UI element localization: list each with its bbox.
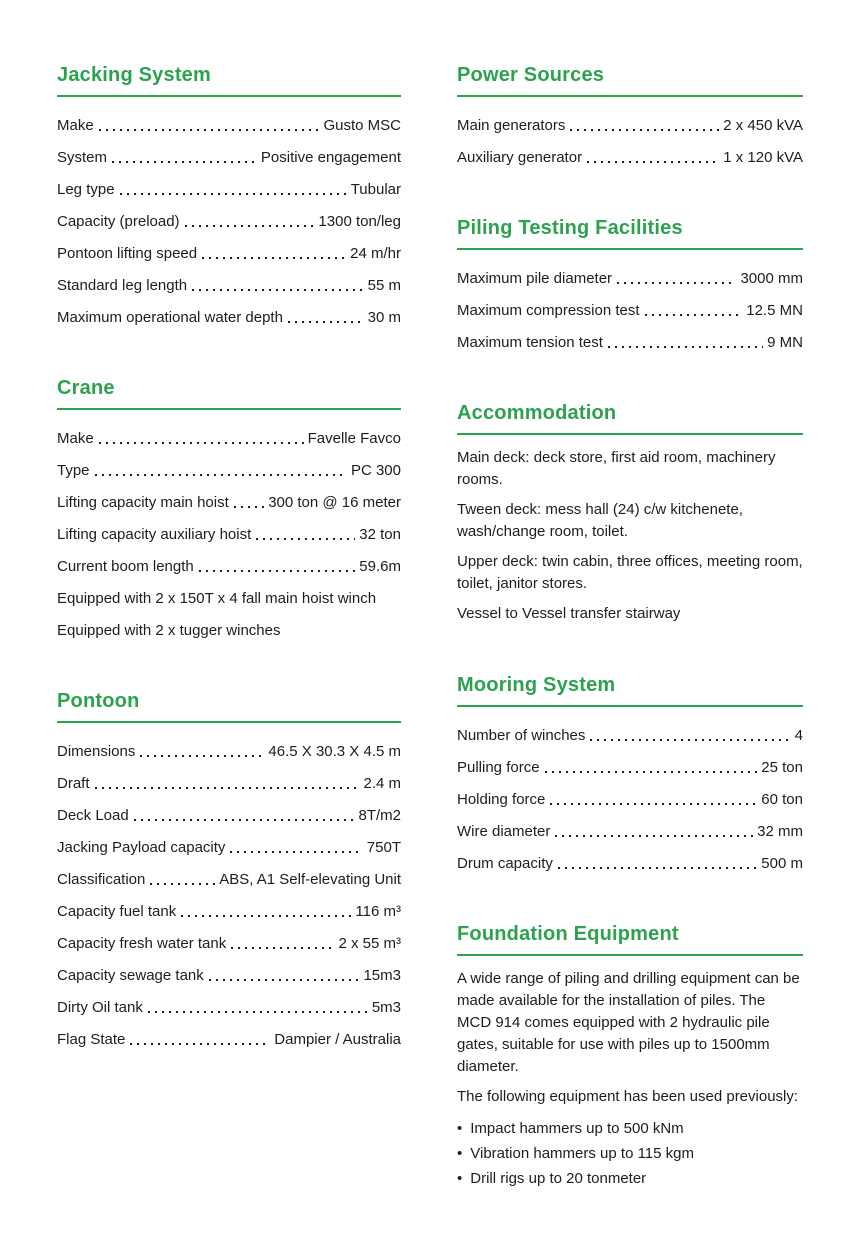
paragraph: Tween deck: mess hall (24) c/w kitchenete, wash/change room, toilet. [457,501,743,540]
section-divider [57,721,401,723]
dot-leader [587,161,719,163]
spec-value: 1 x 120 kVA [723,149,803,166]
dot-leader [148,1011,368,1013]
spec-value: Tubular [350,181,401,198]
dot-leader [185,225,315,227]
dot-leader [95,474,347,476]
spec-label: Capacity fuel tank [57,903,177,920]
spec-rows [57,104,401,328]
section-divider [457,248,803,250]
spec-row-jacking-system-1 [57,136,401,168]
bullet-list [457,1116,803,1191]
spec-label: Flag State [57,1031,126,1048]
spec-value: 3000 mm [740,270,803,287]
spec-label: Capacity (preload) [57,213,180,230]
paragraph: A wide range of piling and drilling equipment can be made available for the installation of piles. The MCD 914 comes equipped with 2 hydraulic pile gates, suitable for use with piles up to 1500mm diameter. [457,970,800,1075]
spec-row-jacking-system-6 [57,296,401,328]
spec-row-crane-1 [57,449,401,481]
spec-row-jacking-system-3 [57,200,401,232]
section-divider [57,408,401,410]
spec-row-pontoon-0 [57,730,401,762]
section-mooring-system [457,673,803,874]
spec-value: 12.5 MN [746,302,803,319]
spec-label: Drum capacity [457,855,553,872]
dot-leader [199,570,356,572]
spec-label: Equipped with 2 x 150T x 4 fall main hoist winch [57,590,377,607]
spec-row-pontoon-1 [57,762,401,794]
dot-leader [130,1043,270,1045]
dot-leader [555,835,753,837]
spec-value: 25 ton [761,759,803,776]
paragraph: Vessel to Vessel transfer stairway [457,605,681,622]
section-divider [457,95,803,97]
spec-value: PC 300 [350,462,401,479]
dot-leader [99,129,320,131]
spec-value: 46.5 X 30.3 X 4.5 m [268,743,401,760]
spec-rows [57,730,401,1050]
spec-row-mooring-system-1 [457,746,803,778]
spec-row-piling-testing-facilities-0 [457,257,803,289]
dot-leader [202,257,346,259]
section-title-power-sources: Power Sources [457,64,605,86]
section-power-sources [457,63,803,168]
dot-leader [234,506,264,508]
section-jacking-system [57,63,401,328]
dot-leader [140,755,264,757]
spec-row-crane-5 [57,577,401,609]
spec-value: 59.6m [359,558,401,575]
paragraph: Main deck: deck store, first aid room, machinery rooms. [457,449,776,488]
spec-row-mooring-system-3 [457,810,803,842]
section-divider [457,433,803,435]
section-title-foundation-equipment: Foundation Equipment [457,923,679,945]
spec-row-piling-testing-facilities-2 [457,321,803,353]
spec-label: Maximum compression test [457,302,640,319]
dot-leader [645,314,743,316]
spec-label: Equipped with 2 x tugger winches [57,622,281,639]
dot-leader [590,739,790,741]
spec-row-jacking-system-5 [57,264,401,296]
spec-row-mooring-system-0 [457,714,803,746]
spec-value: 32 ton [359,526,401,543]
spec-value: Favelle Favco [307,430,401,447]
bullet-item [457,1141,803,1166]
spec-row-pontoon-4 [57,858,401,890]
dot-leader [550,803,757,805]
paragraphs [457,447,803,625]
spec-label: Lifting capacity main hoist [57,494,229,511]
spec-row-jacking-system-4 [57,232,401,264]
dot-leader [256,538,355,540]
spec-rows [457,257,803,353]
spec-value: 500 m [761,855,803,872]
dot-leader [617,282,736,284]
section-title-jacking-system: Jacking System [57,64,211,86]
spec-label: Maximum tension test [457,334,603,351]
spec-value: 4 [794,727,803,744]
section-pontoon [57,689,401,1050]
spec-row-pontoon-9 [57,1018,401,1050]
spec-value: 5m3 [371,999,401,1016]
section-crane [57,376,401,641]
dot-leader [181,915,351,917]
dot-leader [230,851,362,853]
spec-label: Capacity sewage tank [57,967,204,984]
section-title-crane: Crane [57,377,115,399]
dot-leader [95,787,360,789]
dot-leader [288,321,364,323]
section-title-piling-testing-facilities: Piling Testing Facilities [457,217,683,239]
spec-row-pontoon-7 [57,954,401,986]
spec-value: 24 m/hr [350,245,401,262]
spec-label: Maximum pile diameter [457,270,613,287]
dot-leader [150,883,215,885]
section-title-pontoon: Pontoon [57,690,140,712]
spec-label: Current boom length [57,558,194,575]
spec-value: 300 ton @ 16 meter [268,494,401,511]
bullet-item [457,1166,803,1191]
spec-label: Capacity fresh water tank [57,935,227,952]
dot-leader [608,346,763,348]
spec-value: 30 m [367,309,401,326]
spec-label: Number of winches [457,727,586,744]
spec-row-pontoon-3 [57,826,401,858]
spec-value: 55 m [367,277,401,294]
spec-label: Main generators [457,117,566,134]
paragraph: The following equipment has been used previously: [457,1088,799,1105]
section-divider [457,705,803,707]
spec-rows [457,104,803,168]
spec-value: 8T/m2 [358,807,401,824]
spec-label: Type [57,462,90,479]
spec-row-crane-6 [57,609,401,641]
dot-leader [99,442,304,444]
spec-value: 9 MN [767,334,803,351]
left-column [57,63,401,1098]
spec-row-crane-3 [57,513,401,545]
dot-leader [558,867,757,869]
dot-leader [209,979,360,981]
spec-label: Leg type [57,181,115,198]
dot-leader [134,819,355,821]
spec-rows [57,417,401,641]
spec-row-power-sources-0 [457,104,803,136]
spec-value: Gusto MSC [323,117,401,134]
spec-row-crane-0 [57,417,401,449]
spec-row-pontoon-2 [57,794,401,826]
spec-value: Dampier / Australia [274,1031,401,1048]
dot-leader [231,947,334,949]
spec-value: 2 x 450 kVA [723,117,803,134]
section-accommodation [457,401,803,625]
spec-row-crane-4 [57,545,401,577]
spec-row-pontoon-5 [57,890,401,922]
spec-label: Dimensions [57,743,136,760]
bullet-text: • Impact hammers up to 500 kNm [470,1120,684,1137]
bullet-text: • Vibration hammers up to 115 kgm [470,1145,694,1162]
spec-row-jacking-system-0 [57,104,401,136]
spec-label: Holding force [457,791,546,808]
spec-value: 15m3 [363,967,401,984]
spec-label: Make [57,430,94,447]
spec-value: 116 m³ [355,903,401,920]
section-divider [457,954,803,956]
spec-label: Make [57,117,94,134]
spec-label: System [57,149,108,166]
spec-label: Maximum operational water depth [57,309,283,326]
spec-value: 2.4 m [363,775,401,792]
spec-value: 32 mm [757,823,803,840]
dot-leader [112,161,257,163]
spec-row-piling-testing-facilities-1 [457,289,803,321]
spec-value: 60 ton [761,791,803,808]
spec-value: Positive engagement [260,149,401,166]
section-title-mooring-system: Mooring System [457,674,616,696]
spec-label: Jacking Payload capacity [57,839,226,856]
spec-value: 2 x 55 m³ [338,935,401,952]
spec-label: Standard leg length [57,277,188,294]
spec-row-mooring-system-2 [457,778,803,810]
spec-label: Auxiliary generator [457,149,583,166]
paragraphs [457,968,803,1108]
section-title-accommodation: Accommodation [457,402,617,424]
section-piling-testing-facilities [457,216,803,353]
spec-row-power-sources-1 [457,136,803,168]
right-column [457,63,803,1239]
spec-label: Classification [57,871,146,888]
spec-label: Pontoon lifting speed [57,245,198,262]
bullet-text: • Drill rigs up to 20 tonmeter [470,1170,647,1187]
spec-label: Draft [57,775,90,792]
spec-label: Deck Load [57,807,129,824]
paragraph: Upper deck: twin cabin, three offices, meeting room, toilet, janitor stores. [457,553,803,592]
section-divider [57,95,401,97]
spec-value: 750T [366,839,401,856]
spec-row-pontoon-8 [57,986,401,1018]
spec-rows [457,714,803,874]
dot-leader [570,129,719,131]
spec-row-pontoon-6 [57,922,401,954]
bullet-item [457,1116,803,1141]
spec-row-jacking-system-2 [57,168,401,200]
spec-row-mooring-system-4 [457,842,803,874]
section-foundation-equipment [457,922,803,1191]
spec-label: Dirty Oil tank [57,999,143,1016]
spec-label: Lifting capacity auxiliary hoist [57,526,252,543]
spec-value: ABS, A1 Self-elevating Unit [219,871,401,888]
dot-leader [545,771,758,773]
dot-leader [120,193,347,195]
spec-row-crane-2 [57,481,401,513]
spec-label: Wire diameter [457,823,551,840]
dot-leader [192,289,364,291]
spec-value: 1300 ton/leg [318,213,401,230]
spec-label: Pulling force [457,759,540,776]
